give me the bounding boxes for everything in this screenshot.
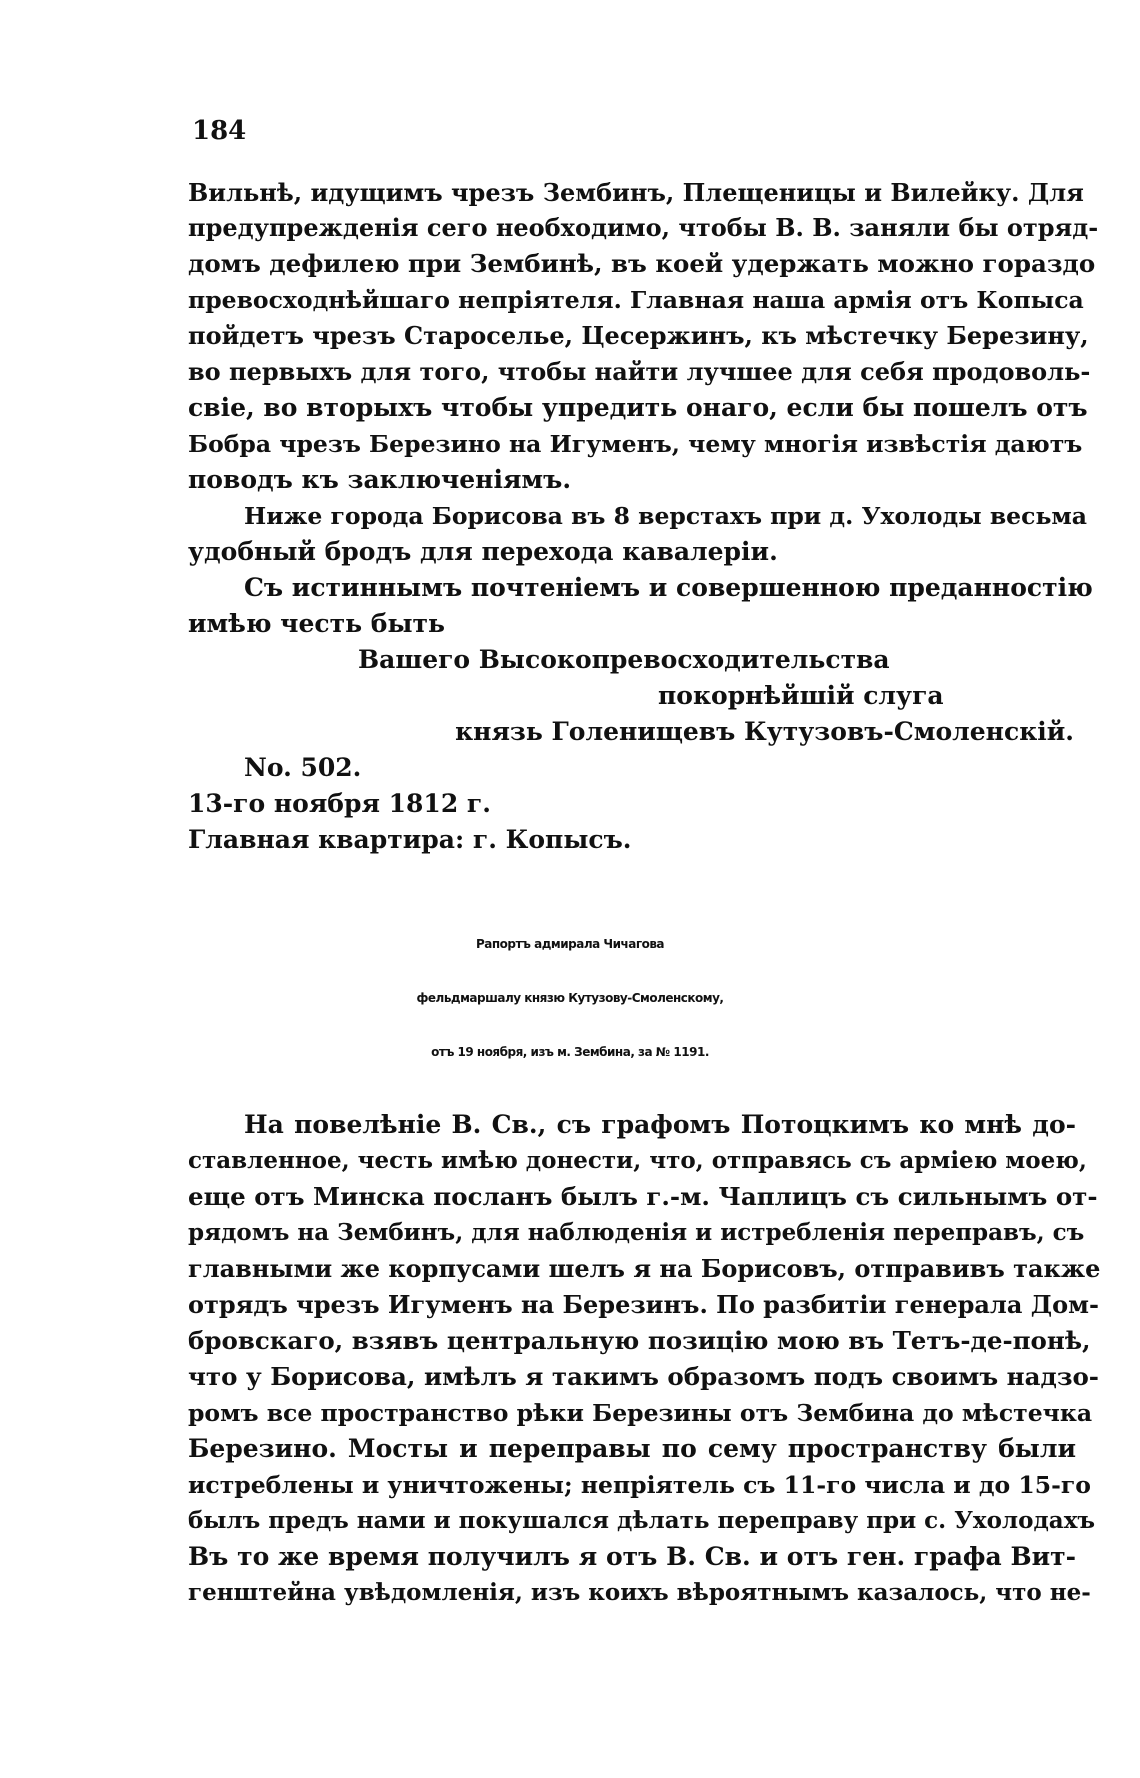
report-line: ставленное, честь имѣю донести, что, отправясь съ арміею моею, (188, 1147, 1087, 1174)
page-number: 184 (192, 116, 247, 146)
report-line: что у Борисова, имѣлъ я такимъ образомъ подъ своимъ надзо- (188, 1362, 1099, 1391)
closing-signature: князь Голенищевъ Кутузовъ-Смоленскій. (455, 717, 1074, 746)
letter-line: Вильнѣ, идущимъ чрезъ Зембинъ, Плещеницы и Вилейку. Для (188, 178, 1084, 207)
letter-line: во первыхъ для того, чтобы найти лучшее для себя продоволь- (188, 357, 1091, 386)
report-title-line: фельдмаршалу князю Кутузову-Смоленскому, (416, 991, 724, 1005)
report-title-line: Рапортъ адмирала Чичагова (475, 937, 665, 951)
report-line: истреблены и уничтожены; непріятель съ 11-го числа и до 15-го (188, 1471, 1091, 1499)
report-line: рядомъ на Зембинъ, для наблюденія и истребленія переправъ, съ (188, 1219, 1085, 1246)
report-line: главными же корпусами шелъ я на Борисовъ, отправивъ также (188, 1254, 1101, 1283)
letter-line: превосходнѣйшаго непріятеля. Главная наша армія отъ Копыса (188, 286, 1084, 314)
closing-servant: покорнѣйшій слуга (658, 681, 944, 710)
closing-salutation: Вашего Высокопревосходительства (358, 645, 890, 674)
letter-number: No. 502. (244, 753, 362, 782)
letter-line: имѣю честь быть (188, 609, 445, 638)
letter-line: поводъ къ заключеніямъ. (188, 465, 572, 494)
letter-line: удобный бродъ для перехода кавалеріи. (188, 537, 778, 566)
report-line: еще отъ Минска посланъ былъ г.-м. Чаплицъ съ сильнымъ от- (188, 1182, 1098, 1211)
report-line: былъ предъ нами и покушался дѣлать переправу при с. Ухолодахъ (188, 1507, 1096, 1534)
letter-date: 13-го ноября 1812 г. (188, 789, 491, 818)
report-line: ромъ все пространство рѣки Березины отъ Зембина до мѣстечка (188, 1399, 1093, 1427)
letter-line: предупрежденія сего необходимо, чтобы В. В. заняли бы отряд- (188, 213, 1099, 242)
report-title-line: отъ 19 ноября, изъ м. Зембина, за № 1191. (431, 1045, 709, 1059)
report-line: отрядъ чрезъ Игуменъ на Березинъ. По разбитіи генерала Дом- (188, 1290, 1099, 1319)
report-line: Березино. Мосты и переправы по сему пространству были (188, 1434, 1076, 1463)
letter-line: домъ дефилею при Зембинѣ, въ коей удержать можно гораздо (188, 249, 1096, 278)
letter-place: Главная квартира: г. Копысъ. (188, 825, 632, 854)
letter-line: пойдетъ чрезъ Староселье, Цесержинъ, къ мѣстечку Березину, (188, 321, 1089, 350)
letter-line: Съ истиннымъ почтеніемъ и совершенною преданностію (244, 573, 1093, 602)
report-line: бровскаго, взявъ центральную позицію мою въ Тетъ-де-понѣ, (188, 1326, 1091, 1355)
letter-line: Ниже города Борисова въ 8 верстахъ при д. Ухолоды весьма (244, 502, 1088, 530)
report-line: Въ то же время получилъ я отъ В. Св. и отъ ген. графа Вит- (188, 1542, 1076, 1571)
letter-line: свіе, во вторыхъ чтобы упредить онаго, если бы пошелъ отъ (188, 393, 1088, 422)
report-line: генштейна увѣдомленія, изъ коихъ вѣроятнымъ казалось, что не- (188, 1579, 1091, 1606)
report-line: На повелѣніе В. Св., съ графомъ Потоцкимъ ко мнѣ до- (244, 1110, 1076, 1139)
letter-line: Бобра чрезъ Березино на Игуменъ, чему многія извѣстія даютъ (188, 430, 1083, 458)
